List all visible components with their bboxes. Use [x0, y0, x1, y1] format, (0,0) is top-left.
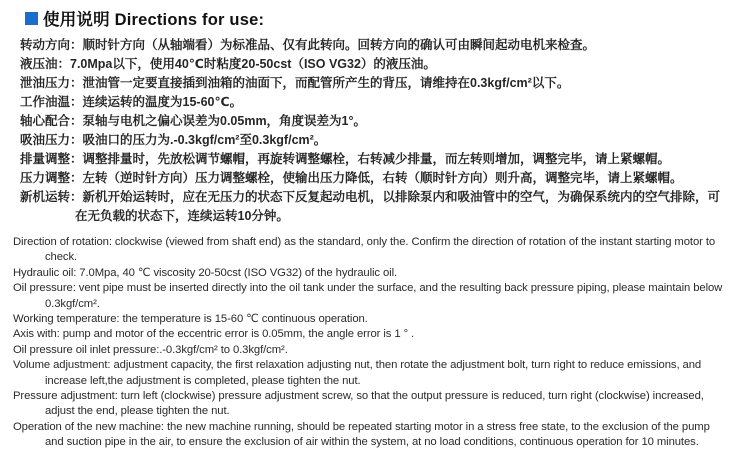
instruction-line-cn: 转动方向：顺时针方向（从轴端看）为标准品、仅有此转向。回转方向的确认可由瞬间起动电机来检查。: [20, 38, 596, 52]
instruction-line-cn: 新机运转：新机开始运转时，应在无压力的状态下反复起动电机，以排除泵内和吸油管中的空气，为确保系统内的空气排除，可在无负载的状态下，连续运转10分钟。: [20, 190, 721, 223]
instruction-line-en: Axis with: pump and motor of the eccentric error is 0.05mm, the angle error is 1 ° .: [13, 328, 415, 341]
instruction-line-cn: 压力调整：左转（逆时针方向）压力调整螺栓，使输出压力降低，右转（顺时针方向）则升高，调整完毕，请上紧螺帽。: [20, 171, 683, 185]
section-header: [0, 0, 732, 29]
instruction-line-cn: 吸油压力：吸油口的压力为.-0.3kgf/cm²至0.3kgf/cm²。: [20, 133, 327, 147]
instruction-line-en: Pressure adjustment: turn left (clockwise) pressure adjustment screw, so that the output pressure is reduced, turn right (clockwise) increased, adjust the end, please tighten the nut.: [13, 390, 704, 418]
section-title: 使用说明 Directions for use:: [43, 11, 265, 29]
instruction-line-en: Oil pressure: vent pipe must be inserted directly into the oil tank under the surface, and the resulting back pressure piping, please maintain below 0.3kgf/cm².: [13, 282, 723, 310]
instruction-line-en: Oil pressure oil inlet pressure:.-0.3kgf/cm² to 0.3kgf/cm².: [13, 343, 288, 356]
instruction-line-en: Volume adjustment: adjustment capacity, the first relaxation adjusting nut, then rotate the adjustment bolt, turn right to reduce emissions, and increase left,the adjustment is completed, please tighten the nut.: [13, 359, 702, 387]
instruction-line-en: Hydraulic oil: 7.0Mpa, 40 ℃ viscosity 20-50cst (ISO VG32) of the hydraulic oil.: [13, 266, 398, 279]
instruction-line-cn: 工作油温：连续运转的温度为15-60℃。: [20, 95, 243, 109]
instruction-line-en: Direction of rotation: clockwise (viewed from shaft end) as the standard, only the. Confirm the direction of rotation of the instant starting motor to check.: [13, 236, 716, 264]
instruction-line-cn: 液压油：7.0Mpa以下，使用40℃时粘度20-50cst（ISO VG32）的液压油。: [20, 57, 436, 71]
instruction-line-cn: 泄油压力：泄油管一定要直接插到油箱的油面下，而配管所产生的背压，请维持在0.3kgf/cm²以下。: [20, 76, 570, 90]
instruction-line-en: Operation of the new machine: the new machine running, should be repeated starting motor in a stress free state, to the exclusion of the pump and suction pipe in the air, to ensure the exclusion of air within the system, at no load conditions, continuous operation for 10 minutes.: [13, 420, 710, 449]
chinese-instruction-list: [20, 36, 724, 226]
english-instruction-list: [13, 235, 727, 451]
blue-square-bullet-icon: [25, 12, 38, 25]
instruction-line-cn: 排量调整：调整排量时，先放松调节螺帽，再旋转调整螺栓，右转减少排量，而左转则增加，调整完毕，请上紧螺帽。: [20, 152, 671, 166]
instruction-line-en: Working temperature: the temperature is 15-60 ℃ continuous operation.: [13, 313, 368, 326]
instruction-line-cn: 轴心配合：泵轴与电机之偏心误差为0.05mm，角度误差为1°。: [20, 114, 367, 128]
